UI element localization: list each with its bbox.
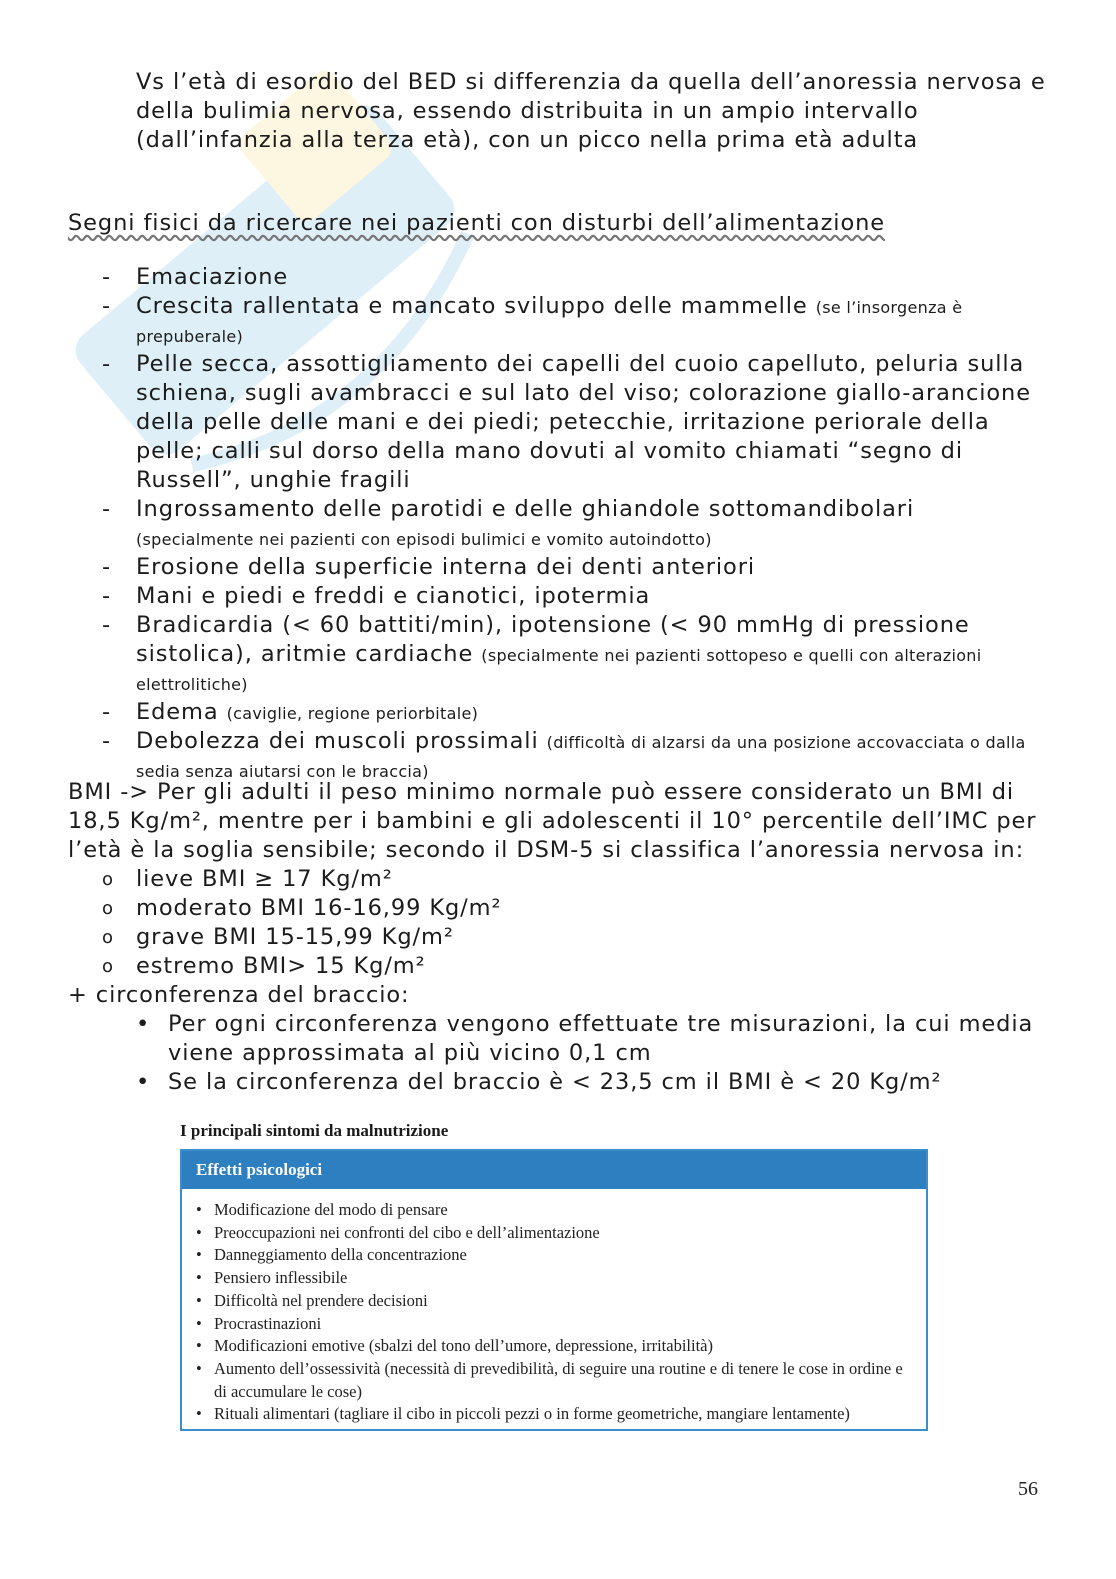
table-title: I principali sintomi da malnutrizione bbox=[180, 1121, 449, 1140]
list-item: o grave BMI 15-15,99 Kg/m² bbox=[102, 924, 454, 950]
physical-signs-list bbox=[68, 263, 1058, 785]
list-item: - Crescita rallentata e mancato sviluppo delle mammelle (se l’insorgenza è prepuberale) bbox=[102, 293, 963, 346]
sign-text: Bradicardia (< 60 battiti/min), ipotensione (< 90 mmHg di pressione sistolica), aritmie cardiache bbox=[136, 612, 970, 667]
table-row: • Modificazioni emotive (sbalzi del tono dell’umore, depressione, irritabilità) bbox=[196, 1336, 713, 1356]
bmi-paragraph: BMI -> Per gli adulti il peso minimo normale può essere considerato un BMI di 18,5 Kg/m², mentre per i bambini e gli adolescenti il 10° percentile dell’IMC per l’età è la soglia sensibile; secondo il DSM-5 si classifica l’anoressia nervosa in: bbox=[68, 779, 1037, 863]
intro-paragraph: Vs l’età di esordio del BED si differenzia da quella dell’anoressia nervosa e della bulimia nervosa, essendo distribuita in un ampio intervallo (dall’infanzia alla terza età), con un picco nella prima età adulta bbox=[136, 69, 1046, 153]
page-number: 56 bbox=[1018, 1478, 1038, 1500]
table-row: • Difficoltà nel prendere decisioni bbox=[196, 1290, 428, 1310]
list-item: o lieve BMI ≥ 17 Kg/m² bbox=[102, 866, 393, 892]
table-row: • Procrastinazioni bbox=[196, 1313, 322, 1333]
list-item: o estremo BMI> 15 Kg/m² bbox=[102, 953, 426, 979]
sign-text: Erosione della superficie interna dei denti anteriori bbox=[136, 554, 755, 580]
sign-note: (caviglie, regione periorbitale) bbox=[226, 704, 479, 723]
table-row-text: Danneggiamento della concentrazione bbox=[214, 1245, 467, 1265]
list-item: • Per ogni circonferenza vengono effettuate tre misurazioni, la cui media viene approssimata al più vicino 0,1 cm bbox=[136, 1011, 1034, 1066]
table-row: • Danneggiamento della concentrazione bbox=[196, 1245, 467, 1265]
list-item: • Se la circonferenza del braccio è < 23,5 cm il BMI è < 20 Kg/m² bbox=[136, 1069, 942, 1095]
sign-text: Pelle secca, assottigliamento dei capelli del cuoio capelluto, peluria sulla schiena, sugli avambracci e sul lato del viso; colorazione giallo-arancione della pelle delle mani e dei piedi; petecchie, irritazione periorale della pelle; calli sul dorso della mano dovuti al vomito chiamati “segno di Russell”, unghie fragili bbox=[136, 351, 1031, 493]
list-item: - Edema (caviglie, regione periorbitale) bbox=[102, 699, 479, 725]
list-item: - Pelle secca, assottigliamento dei capelli del cuoio capelluto, peluria sulla schiena, sugli avambracci e sul lato del viso; colorazione giallo-arancione della pelle delle mani e dei piedi; petecchie, irritazione periorale della pelle; calli sul dorso della mano dovuti al vomito chiamati “segno di Russell”, unghie fragili bbox=[102, 351, 1031, 493]
bmi-level: moderato BMI 16-16,99 Kg/m² bbox=[136, 895, 502, 921]
table-row-text: Pensiero inflessibile bbox=[214, 1268, 348, 1288]
table-row-text: Aumento dell’ossessività (necessità di prevedibilità, di seguire una routine e di tenere le cose in ordine e di accumulare le cose) bbox=[214, 1358, 903, 1401]
list-item: - Bradicardia (< 60 battiti/min), ipotensione (< 90 mmHg di pressione sistolica), aritmie cardiache (specialmente nei pazienti sottopeso e quelli con alterazioni elettrolitiche) bbox=[102, 612, 982, 694]
sign-text: Emaciazione bbox=[136, 264, 289, 290]
table-header: Effetti psicologici bbox=[182, 1151, 926, 1189]
sign-note: (se l’insorgenza è prepuberale) bbox=[136, 298, 963, 346]
table-items bbox=[182, 1189, 926, 1426]
malnutrition-table bbox=[180, 1149, 928, 1431]
list-item: - Ingrossamento delle parotidi e delle ghiandole sottomandibolari (specialmente nei pazienti con episodi bulimici e vomito autoindotto) bbox=[102, 496, 915, 549]
sign-text: Mani e piedi e freddi e cianotici, ipotermia bbox=[136, 583, 651, 609]
bmi-level: lieve BMI ≥ 17 Kg/m² bbox=[136, 866, 393, 892]
bmi-levels-list bbox=[68, 865, 968, 981]
sign-note: (specialmente nei pazienti con episodi bulimici e vomito autoindotto) bbox=[136, 530, 712, 549]
section-heading: Segni fisici da ricercare nei pazienti con disturbi dell’alimentazione bbox=[68, 210, 886, 236]
table-row-text: Modificazioni emotive (sbalzi del tono dell’umore, depressione, irritabilità) bbox=[214, 1336, 713, 1356]
table-row: • Modificazione del modo di pensare bbox=[196, 1200, 448, 1219]
sign-text: Debolezza dei muscoli prossimali bbox=[136, 728, 539, 754]
table-row-text: Procrastinazioni bbox=[214, 1313, 322, 1333]
list-item: - Erosione della superficie interna dei denti anteriori bbox=[102, 554, 755, 580]
arm-circumference-intro: + circonferenza del braccio: bbox=[68, 982, 410, 1008]
table-row-text: Modificazione del modo di pensare bbox=[214, 1200, 448, 1219]
table-row-text: Rituali alimentari (tagliare il cibo in piccoli pezzi o in forme geometriche, mangiare lentamente) bbox=[214, 1404, 850, 1424]
sign-text: Crescita rallentata e mancato sviluppo delle mammelle bbox=[136, 293, 808, 319]
sign-note: (specialmente nei pazienti sottopeso e quelli con alterazioni elettrolitiche) bbox=[136, 646, 982, 694]
list-item: - Mani e piedi e freddi e cianotici, ipotermia bbox=[102, 583, 651, 609]
table-row: • Aumento dell’ossessività (necessità di prevedibilità, di seguire una routine e di tenere le cose in ordine e di accumulare le cose) bbox=[196, 1358, 903, 1401]
circ-point: Se la circonferenza del braccio è < 23,5 cm il BMI è < 20 Kg/m² bbox=[168, 1069, 942, 1095]
list-item: o moderato BMI 16-16,99 Kg/m² bbox=[102, 895, 502, 921]
bmi-level: grave BMI 15-15,99 Kg/m² bbox=[136, 924, 454, 950]
arm-circumference-list bbox=[136, 1010, 1066, 1097]
list-item: - Debolezza dei muscoli prossimali (difficoltà di alzarsi da una posizione accovacciata o dalla sedia senza aiutarsi con le braccia) bbox=[102, 728, 1026, 781]
table-row-text: Difficoltà nel prendere decisioni bbox=[214, 1290, 428, 1310]
bmi-level: estremo BMI> 15 Kg/m² bbox=[136, 953, 426, 979]
table-row: • Pensiero inflessibile bbox=[196, 1268, 348, 1288]
sign-text: Ingrossamento delle parotidi e delle ghiandole sottomandibolari bbox=[136, 496, 915, 522]
sign-note: (difficoltà di alzarsi da una posizione accovacciata o dalla sedia senza aiutarsi con le braccia) bbox=[136, 733, 1026, 781]
list-item: - Emaciazione bbox=[102, 264, 289, 290]
table-row: • Rituali alimentari (tagliare il cibo in piccoli pezzi o in forme geometriche, mangiare lentamente) bbox=[196, 1404, 850, 1424]
sign-text: Edema bbox=[136, 699, 219, 725]
table-row: • Preoccupazioni nei confronti del cibo e dell’alimentazione bbox=[196, 1222, 600, 1242]
circ-point: Per ogni circonferenza vengono effettuate tre misurazioni, la cui media viene approssimata al più vicino 0,1 cm bbox=[168, 1011, 1034, 1066]
table-row-text: Preoccupazioni nei confronti del cibo e dell’alimentazione bbox=[214, 1222, 600, 1242]
